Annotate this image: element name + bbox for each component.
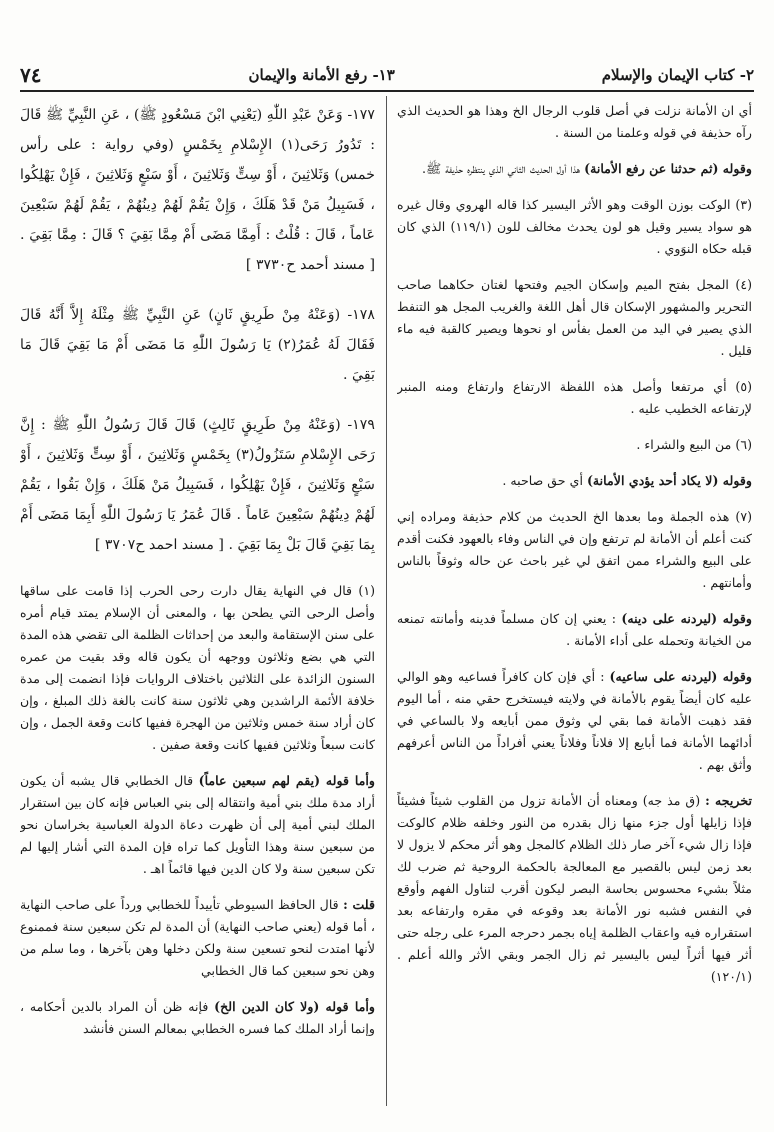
header-rule (20, 90, 754, 92)
note-paragraph (20, 894, 375, 982)
note-paragraph (397, 100, 752, 144)
chapter-title: ٢- كتاب الإيمان والإسلام (601, 66, 754, 84)
note-text: أي ان الأمانة نزلت في أصل قلوب الرجال الخ وهذا هو الحديث الذي رآه حذيفة في قوله وعلمنا من السنة . (397, 103, 752, 140)
note-text: قال الحافظ السيوطي تأييداً للخطابي ورداً على صاحب النهاية ، أما قوله (يعني صاحب النهاية) أن المدة لم تكن سبعين سنة فممنوع لأنها امتدت لنحو تسعين سنة ولكن دخلها وهن بآخرها ، وما سلم من وهن نحو سبعين كما قال الخطابي (20, 897, 375, 978)
note-text: (ق مذ جه) ومعناه أن الأمانة تزول من القلوب شيئاً فشيئاً فإذا زايلها أول جزء منها زال بقدره من النور وخلفه ظلام كالوكت فإذا زال شيء آخر صار ذلك الظلام كالمجل وهو أثر محكم لا يزول لا بعد زمن ليس بالقصير مع المعالجة بالحكمة الروحية ثم ضرب لك مثلاً بشيء محسوس بحاسة البصر ليكون أقرب لتناول الفهم وأوقع في النفس فشبه نور الأمانة بعد وقوعه في مقره وارتفاعه بعد استقراره فيه واعقاب الظلمة إياه بجمر دحرجه المرء على رجله حتى أثر فيها أثراً ليس باليسير ثم زال الجمر وبقي الأثر والله أعلم . (١٢٠/١) (397, 793, 752, 984)
page-number: ٧٤ (20, 63, 42, 87)
hadith-179: ١٧٩- (وَعَنْهُ مِنْ طَرِيقٍ ثَالِثٍ) قَالَ قَالَ رَسُولُ اللّٰهِ ﷺ : إِنَّ رَحَى الإِسْلامِ سَتَزُولُ(٣) بِخَمْسٍ وَثَلاثِينَ ، أَوْ سِتٍّ وَثَلاثِينَ ، أَوْ سَبْعٍ وَثَلاثِينَ ، فَإِنْ يَهْلِكُوا ، فَسَبِيلُ مَنْ هَلَكَ ، وَإِنْ بَقُوا ، يَقُمْ لَهُمْ دِينُهُمْ سَبْعِينَ عَاماً . قَالَ عُمَرُ يَا رَسُولَ اللّٰهِ أَبِمَا مَضَى أَمْ بِمَا بَقِيَ قَالَ بَلْ بِمَا بَقِيَ . [ مسند احمد ح٣٧٠٧ ] (20, 417, 375, 553)
note-text: هذا أول الحديث الثاني الذي ينتظره حذيفة ﷺ. (421, 161, 581, 176)
note-paragraph (397, 194, 752, 260)
note-text: أي حق صاحبه . (502, 473, 583, 488)
note-paragraph (397, 790, 752, 988)
note-paragraph (397, 666, 752, 776)
note-paragraph (397, 158, 752, 180)
note-lead: قلت : (343, 897, 375, 912)
note-lead: تخريجه : (705, 793, 752, 808)
note-text: (٧) هذه الجملة وما بعدها الخ الحديث من كلام حذيفة ومراده إني كنت أعلم أن الأمانة لم ترتفع وإن في الناس وفاء بالعهود فكنت أقدم على البيع والشراء ممن اتفق لي غير باحث عن حاله وثوقاً بالناس وأمانتهم . (397, 509, 752, 590)
note-text: فإنه ظن أن المراد بالدين أحكامه ، وإنما أراد الملك كما فسره الخطابي بمعالم السنن فأنشد (20, 999, 375, 1036)
right-column (397, 100, 752, 1120)
section-title: ١٣- رفع الأمانة والإيمان (248, 66, 395, 84)
hadith-178: ١٧٨- (وَعَنْهُ مِنْ طَرِيقٍ ثَانٍ) عَنِ النَّبِيِّ ﷺ مِثْلَهُ إِلاَّ أَنَّهُ قَالَ فَقَالَ لَهُ عُمَرُ(٢) يَا رَسُولَ اللّٰهِ مَا مَضَى أَمْ مَا بَقِيَ قَالَ مَا بَقِيَ . (20, 307, 375, 383)
note-lead: وأما قوله (ولا كان الدين الخ) (214, 999, 375, 1014)
note-paragraph (20, 770, 375, 880)
note-lead: وقوله (ليردنه على دينه) (621, 611, 752, 626)
page-header (20, 62, 754, 88)
left-column (20, 100, 375, 1120)
note-paragraph (397, 274, 752, 362)
note-text: قال الخطابي قال يشبه أن يكون أراد مدة ملك بني أمية وانتقاله إلى بني العباس فإنه كان بين استقرار الملك لبني أمية إلى أن ظهرت دعاة الدولة العباسية بخراسان نحو من سبعين سنة وهذا التأويل كما تراه فإن المدة التي أشار إليها لم تكن سبعين سنة ولا كان الدين فيها قائماً اهـ . (20, 773, 375, 876)
note-lead: وقوله (لا يكاد أحد يؤدي الأمانة) (586, 473, 752, 488)
note-text: (٣) الوكت بوزن الوقت وهو الأثر اليسير كذا قاله الهروي وقال غيره هو سواد يسير وقيل هو لون يحدث مخالف للون (١١٩/١) الذي كان قبله حكاه النوَوي . (397, 197, 752, 256)
note-paragraph (397, 608, 752, 652)
note-text: : يعني إن كان مسلماً فدينه وأمانته تمنعه من الخيانة وتحمله على أداء الأمانة . (397, 611, 752, 648)
note-text: (٦) من البيع والشراء . (636, 437, 752, 452)
note-lead: وقوله (ليردنه على ساعيه) (609, 669, 752, 684)
note-text: (٥) أي مرتفعا وأصل هذه اللفظة الارتفاع وارتفاع ومنه المنبر لإرتفاعه الخطيب عليه . (397, 379, 752, 416)
hadith-177: ١٧٧- وَعَنْ عَبْدِ اللّٰهِ (يَعْنِي ابْنَ مَسْعُودٍ ﷺ) ، عَنِ النَّبِيِّ ﷺ قَالَ : تَدُورُ رَحَى(١) الإِسْلامِ بِخَمْسٍ (وفي رواية : على رأس خمس) وَثَلاثِينَ ، أَوْ سِتٍّ وَثَلاثِينَ ، أَوْ سَبْعٍ وَثَلاثِينَ ، فَإِنْ يَهْلِكُوا ، فَسَبِيلُ مَنْ قَدْ هَلَكَ ، وَإِنْ يَقُمْ لَهُمْ دِينُهُمْ ، يَقُمْ لَهُمْ سَبْعِينَ عَاماً ، قَالَ : قُلْتُ : أَمِمَّا مَضَى أَمْ مِمَّا بَقِيَ ؟ قَالَ : مِمَّا بَقِيَ . [ مسند أحمد ح٣٧٣٠ ] (20, 107, 375, 273)
note-lead: وأما قوله (يقم لهم سبعين عاماً) (198, 773, 375, 788)
note-text: : أي فإن كان كافراً فساعيه وهو الوالي عليه كان أيضاً يقوم بالأمانة في ولايته فيستخرج حقي منه ، أما اليوم فقد ذهبت الأمانة فما بقي لي وثوق ممن أبايعه ولا بالساعي في أدائهما الأمانة فما أبايع إلا فلاناً وفلاناً يعني أفراداً من الناس أعرفهم وأثق بهم . (397, 669, 752, 772)
note-paragraph (397, 506, 752, 594)
note-paragraph (397, 434, 752, 456)
note-paragraph (20, 580, 375, 756)
column-divider (386, 96, 387, 1106)
note-text: (٤) المجل بفتح الميم وإسكان الجيم وفتحها لغتان حكاهما صاحب التحرير والمشهور الإسكان قال أهل اللغة والغريب المجل هو التنفط الذي يصير في اليد من العمل بفأس او نحوها ويصير كالقبة فيه ماء قليل . (397, 277, 752, 358)
note-paragraph (397, 376, 752, 420)
note-paragraph (397, 470, 752, 492)
note-text: (١) قال في النهاية يقال دارت رحى الحرب إذا قامت على ساقها وأصل الرحى التي يطحن بها ، والمعنى أن الإسلام يمتد قيام أمره على سنن الإستقامة والبعد من إحداثات الظلمة الى تقضي هذه المدة التي هي بضع وثلاثون ووجهه أن يكون قاله وقد بقيت من عمره السنون الزائدة على الثلاثين باختلاف الروايات فإذا انضمت إلى مدة خلافة الأئمة الراشدين وهي ثلاثون سنة كانت بالغة ذلك المبلغ ، وإن كان أراد سنة خمس وثلاثين من الهجرة ففيها كانت وقعة الجمل ، وإن كانت سبعاً وثلاثين ففيها كانت وقعة صفين . (20, 583, 375, 752)
note-paragraph (20, 996, 375, 1040)
note-lead: وقوله (ثم حدثنا عن رفع الأمانة) (584, 161, 752, 176)
